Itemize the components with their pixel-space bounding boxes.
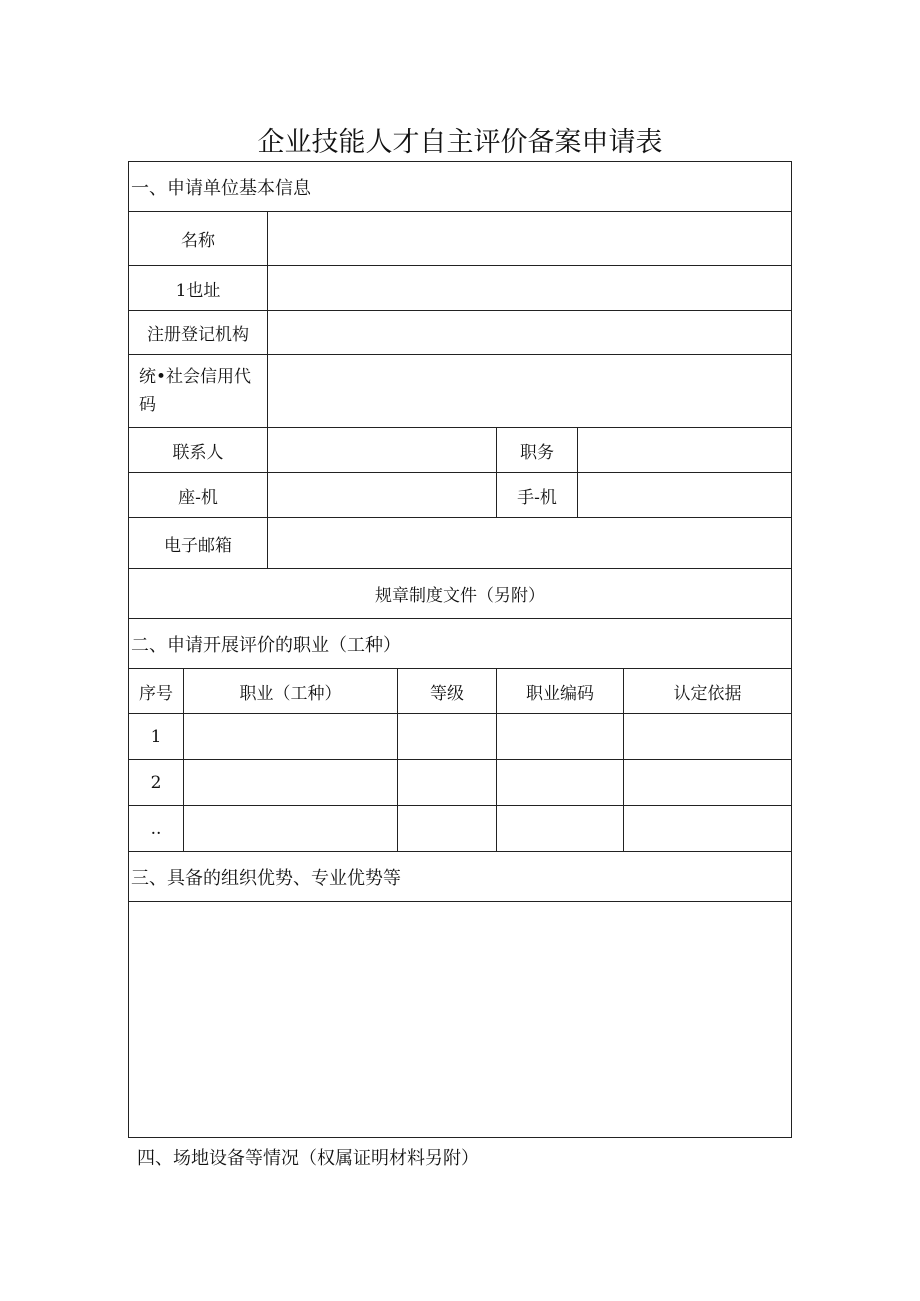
- credit-code-label: 统•社会信用代码: [129, 355, 268, 428]
- code-cell[interactable]: [497, 714, 624, 760]
- email-label: 电子邮箱: [129, 518, 268, 569]
- occupation-cell[interactable]: [184, 806, 398, 852]
- col-header-level: 等级: [398, 669, 497, 714]
- section4-heading: 四、场地设备等情况（权属证明材料另附）: [137, 1148, 479, 1169]
- registry-field[interactable]: [268, 311, 792, 355]
- mobile-field[interactable]: [578, 473, 792, 518]
- table-row: [129, 806, 792, 852]
- basis-cell[interactable]: [624, 760, 792, 806]
- phone-field[interactable]: [268, 473, 497, 518]
- contact-field[interactable]: [268, 428, 497, 473]
- basis-cell[interactable]: [624, 714, 792, 760]
- table-row: [129, 760, 792, 806]
- section2-heading: 二、申请开展评价的职业（工种）: [129, 619, 792, 669]
- col-header-basis: 认定依据: [624, 669, 792, 714]
- row-index: 2: [129, 760, 184, 806]
- occupation-cell[interactable]: [184, 714, 398, 760]
- rules-note: 规章制度文件（另附）: [129, 569, 792, 619]
- level-cell[interactable]: [398, 714, 497, 760]
- address-label: 1也址: [129, 266, 268, 311]
- basis-cell[interactable]: [624, 806, 792, 852]
- form-title: 企业技能人才自主评价备案申请表: [257, 127, 663, 158]
- section3-heading: 三、具备的组织优势、专业优势等: [129, 852, 792, 902]
- contact-label: 联系人: [129, 428, 268, 473]
- email-field[interactable]: [268, 518, 792, 569]
- col-header-index: 序号: [129, 669, 184, 714]
- row-index: ..: [129, 806, 184, 852]
- credit-code-field[interactable]: [268, 355, 792, 428]
- level-cell[interactable]: [398, 760, 497, 806]
- form-table: [128, 161, 792, 1138]
- application-form: [128, 161, 791, 1138]
- name-field[interactable]: [268, 212, 792, 266]
- address-field[interactable]: [268, 266, 792, 311]
- position-field[interactable]: [578, 428, 792, 473]
- mobile-label: 手-机: [497, 473, 578, 518]
- advantages-field[interactable]: [129, 902, 792, 1138]
- code-cell[interactable]: [497, 806, 624, 852]
- code-cell[interactable]: [497, 760, 624, 806]
- name-label: 名称: [129, 212, 268, 266]
- table-row: [129, 714, 792, 760]
- section1-heading: 一、申请单位基本信息: [129, 162, 792, 212]
- col-header-occupation: 职业（工种）: [184, 669, 398, 714]
- occupation-cell[interactable]: [184, 760, 398, 806]
- phone-label: 座-机: [129, 473, 268, 518]
- row-index: 1: [129, 714, 184, 760]
- registry-label: 注册登记机构: [129, 311, 268, 355]
- level-cell[interactable]: [398, 806, 497, 852]
- position-label: 职务: [497, 428, 578, 473]
- col-header-code: 职业编码: [497, 669, 624, 714]
